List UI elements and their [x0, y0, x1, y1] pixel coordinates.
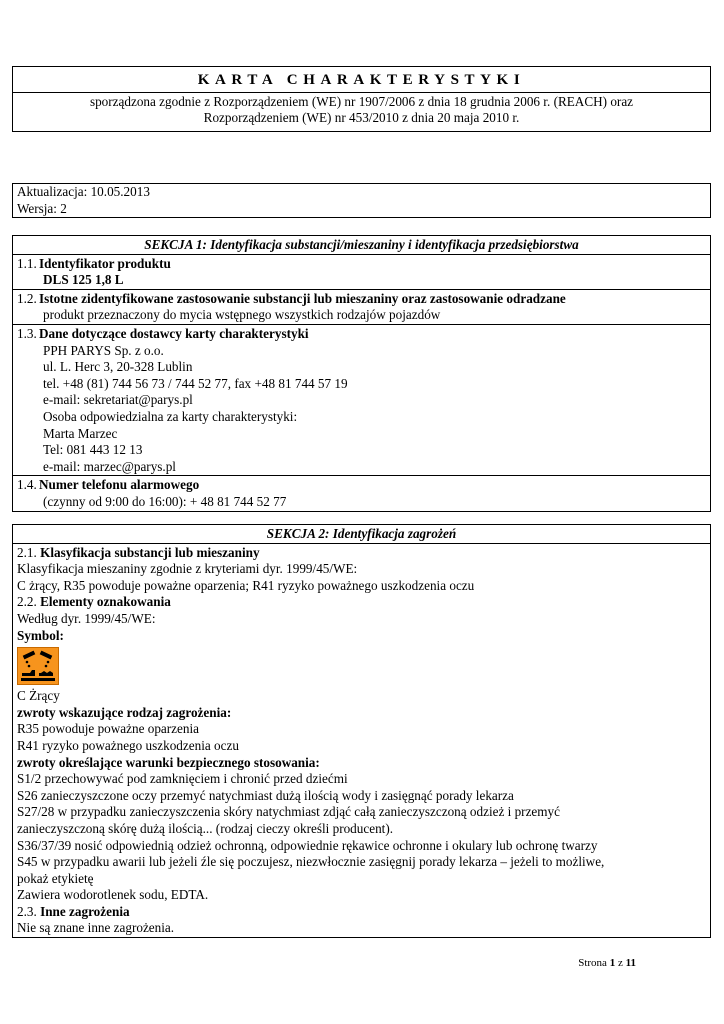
safety-phrases-heading: zwroty określające warunki bezpiecznego stosowania:: [17, 754, 320, 770]
symbol-caption: C Żrący: [17, 688, 60, 704]
subsection-number: 2.1.: [17, 544, 37, 560]
labelling-basis: Według dyr. 1999/45/WE:: [17, 610, 156, 626]
subsection-title: Dane dotyczące dostawcy karty charakterystyki: [39, 325, 309, 341]
product-name: DLS 125 1,8 L: [43, 272, 124, 288]
hazardous-components: Zawiera wodorotlenek sodu, EDTA.: [17, 887, 209, 903]
other-hazards-text: Nie są znane inne zagrożenia.: [17, 920, 175, 936]
subsection-1-2: [13, 289, 710, 324]
safety-phrase: S1/2 przechowywać pod zamknięciem i chronić przed dziećmi: [17, 771, 348, 787]
safety-phrase: S26 zanieczyszczone oczy przemyć natychmiast dużą ilością wody i zasięgnąć porady lekarza: [17, 787, 514, 803]
safety-phrase: zanieczyszczoną skórę dużą ilością... (rodzaj cieczy określi producent).: [17, 820, 394, 836]
page-number: Strona 1 z 11: [578, 957, 636, 969]
regulation-line-2: Rozporządzeniem (WE) nr 453/2010 z dnia 20 maja 2010 r.: [203, 110, 520, 126]
document-title: KARTA CHARAKTERYSTYKI: [197, 72, 526, 88]
section-1: [12, 235, 711, 512]
safety-phrase: pokaż etykietę: [17, 870, 94, 886]
subsection-2-content: [13, 543, 710, 937]
supplier-address: ul. L. Herc 3, 20-328 Lublin: [43, 359, 193, 375]
subsection-1-4: [13, 475, 710, 510]
subsection-title: Istotne zidentyfikowane zastosowanie substancji lub mieszaniny oraz zastosowanie odradzane: [39, 290, 566, 306]
product-use: produkt przeznaczony do mycia wstępnego wszystkich rodzajów pojazdów: [43, 307, 441, 323]
supplier-email: e-mail: sekretariat@parys.pl: [43, 392, 193, 408]
contact-person-name: Marta Marzec: [43, 425, 118, 441]
section-1-title: SEKCJA 1: Identyfikacja substancji/mieszaniny i identyfikacja przedsiębiorstwa: [144, 237, 579, 252]
classification-result: C żrący, R35 powoduje poważne oparzenia; R41 ryzyko poważnego uszkodzenia oczu: [17, 577, 475, 593]
section-2: [12, 524, 711, 938]
revision-info: [12, 183, 711, 218]
subsection-number: 1.4.: [17, 477, 37, 493]
subsection-number: 1.3.: [17, 325, 37, 341]
update-date: Aktualizacja: 10.05.2013: [17, 184, 150, 199]
subsection-number: 1.1.: [17, 255, 37, 271]
subsection-number: 1.2.: [17, 290, 37, 306]
regulation-reference: [13, 92, 710, 131]
subsection-number: 2.2.: [17, 594, 37, 610]
subsection-title: Inne zagrożenia: [40, 903, 130, 919]
subsection-title: Numer telefonu alarmowego: [39, 477, 200, 493]
version-number: Wersja: 2: [17, 200, 67, 216]
regulation-line-1: sporządzona zgodnie z Rozporządzeniem (WE) nr 1907/2006 z dnia 18 grudnia 2006 r. (REACH) oraz: [89, 93, 634, 109]
contact-person-email: e-mail: marzec@parys.pl: [43, 458, 176, 474]
subsection-number: 2.3.: [17, 903, 37, 919]
section-2-title: SEKCJA 2: Identyfikacja zagrożeń: [266, 526, 457, 541]
emergency-phone: (czynny od 9:00 do 16:00): + 48 81 744 52 77: [43, 493, 287, 509]
subsection-title: Klasyfikacja substancji lub mieszaniny: [40, 544, 260, 560]
risk-phrase: R41 ryzyko poważnego uszkodzenia oczu: [17, 737, 239, 753]
classification-basis: Klasyfikacja mieszaniny zgodnie z kryteriami dyr. 1999/45/WE:: [17, 561, 358, 577]
contact-person-label: Osoba odpowiedzialna za karty charakterystyki:: [43, 408, 298, 424]
corrosive-hazard-icon: [17, 647, 59, 685]
subsection-1-3: [13, 324, 710, 475]
subsection-title: Elementy oznakowania: [40, 594, 171, 610]
symbol-label: Symbol:: [17, 627, 64, 643]
supplier-name: PPH PARYS Sp. z o.o.: [43, 342, 164, 358]
contact-person-phone: Tel: 081 443 12 13: [43, 442, 143, 458]
subsection-1-1: [13, 254, 710, 289]
supplier-phone: tel. +48 (81) 744 56 73 / 744 52 77, fax +48 81 744 57 19: [43, 375, 348, 391]
risk-phrases-heading: zwroty wskazujące rodzaj zagrożenia:: [17, 704, 232, 720]
document-header: [12, 66, 711, 132]
safety-phrase: S27/28 w przypadku zanieczyszczenia skóry natychmiast zdjąć całą zanieczyszczoną odzież i przemyć: [17, 804, 560, 820]
subsection-title: Identyfikator produktu: [39, 255, 171, 271]
safety-phrase: S45 w przypadku awarii lub jeżeli źle się poczujesz, niezwłocznie zasięgnij porady lekarza – jeżeli to możliwe,: [17, 854, 605, 870]
safety-phrase: S36/37/39 nosić odpowiednią odzież ochronną, odpowiednie rękawice ochronne i okulary lub ochronę twarzy: [17, 837, 598, 853]
risk-phrase: R35 powoduje poważne oparzenia: [17, 721, 199, 737]
